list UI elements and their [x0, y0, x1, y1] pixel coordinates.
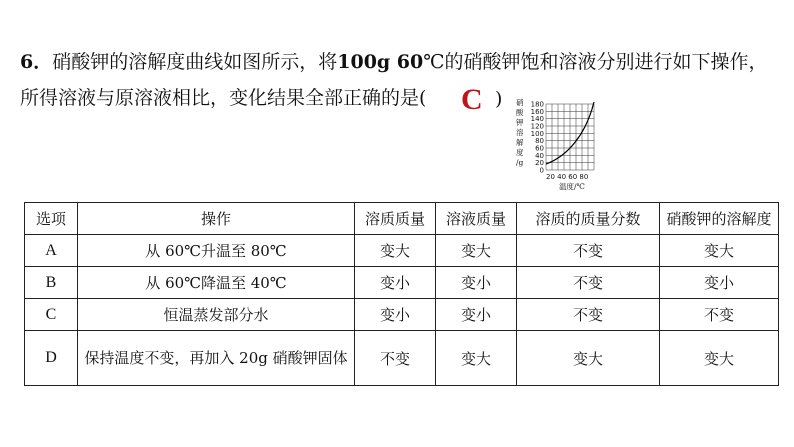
header-solubility: 硝酸钾的溶解度: [660, 203, 779, 235]
header-operation: 操作: [78, 203, 355, 235]
graph-ytick: 40: [535, 151, 544, 160]
option-label: B: [25, 267, 78, 299]
solubility-cell: 变大: [660, 235, 779, 267]
table-row: [25, 235, 779, 267]
question-line-1: [20, 44, 780, 80]
table-row: [25, 267, 779, 299]
question-quantity: 100g 60: [337, 51, 424, 73]
graph-xticks: 20 40 60 80: [546, 173, 589, 181]
question-number: 6．: [20, 51, 53, 73]
solution-mass-cell: 变大: [436, 235, 517, 267]
operations-table: [24, 202, 779, 386]
mass-fraction-cell: 不变: [517, 299, 660, 331]
graph-ylabel: [516, 97, 524, 167]
graph-ylabel-char: 度: [516, 148, 524, 157]
mass-fraction-cell: 不变: [517, 235, 660, 267]
graph-ytick: 100: [530, 129, 544, 138]
graph-ytick: 160: [530, 107, 544, 116]
solubility-cell: 变小: [660, 267, 779, 299]
operation-cell: 恒温蒸发部分水: [78, 299, 355, 331]
answer-mark: C: [461, 83, 483, 116]
mass-fraction-cell: 不变: [517, 267, 660, 299]
table-row: [25, 331, 779, 386]
solute-mass-cell: 变大: [355, 235, 436, 267]
graph-ylabel-char: 硝: [516, 98, 524, 107]
solution-mass-cell: 变小: [436, 267, 517, 299]
header-option: 选项: [25, 203, 78, 235]
solubility-cell: 变大: [660, 331, 779, 386]
graph-ytick: 60: [535, 144, 544, 153]
option-label: D: [25, 331, 78, 386]
operation-cell: 保持温度不变，再加入 20g 硝酸钾固体: [78, 331, 355, 386]
graph-grid: [546, 104, 594, 170]
question-line-2: 所得溶液与原溶液相比，变化结果全部正确的是(: [20, 87, 427, 109]
graph-ylabel-char: /g: [516, 158, 524, 167]
solution-mass-cell: 变小: [436, 299, 517, 331]
graph-ylabel-char: 酸: [516, 108, 524, 117]
header-solute-mass: 溶质质量: [355, 203, 436, 235]
operation-cell: 从 60℃升温至 80℃: [78, 235, 355, 267]
graph-ytick: 20: [535, 159, 544, 168]
solubility-graph: [514, 96, 606, 192]
table-header-row: [25, 203, 779, 235]
graph-ytick: 80: [535, 137, 544, 146]
option-label: A: [25, 235, 78, 267]
solution-mass-cell: 变大: [436, 331, 517, 386]
question-text-part2: ℃的硝酸钾饱和溶液分别进行如下操作，: [423, 51, 768, 73]
graph-ytick: 0: [539, 166, 544, 175]
solute-mass-cell: 变小: [355, 267, 436, 299]
solubility-cell: 不变: [660, 299, 779, 331]
table-row: [25, 299, 779, 331]
header-solution-mass: 溶液质量: [436, 203, 517, 235]
graph-ylabel-char: 溶: [516, 128, 524, 137]
operation-cell: 从 60℃降温至 40℃: [78, 267, 355, 299]
graph-yticks: [531, 101, 544, 175]
mass-fraction-cell: 变大: [517, 331, 660, 386]
graph-ylabel-char: 钾: [516, 118, 524, 127]
question-text: [20, 44, 780, 116]
solute-mass-cell: 变小: [355, 299, 436, 331]
graph-xlabel: 温度/℃: [559, 182, 585, 191]
option-label: C: [25, 299, 78, 331]
closing-paren: ): [495, 88, 503, 110]
graph-ytick: 180: [530, 100, 544, 109]
graph-ytick: 120: [530, 122, 544, 131]
question-text-part1: 硝酸钾的溶解度曲线如图所示，将: [52, 51, 338, 73]
header-mass-fraction: 溶质的质量分数: [517, 203, 660, 235]
solute-mass-cell: 不变: [355, 331, 436, 386]
graph-ylabel-char: 解: [516, 138, 524, 147]
graph-ytick: 140: [530, 115, 544, 124]
